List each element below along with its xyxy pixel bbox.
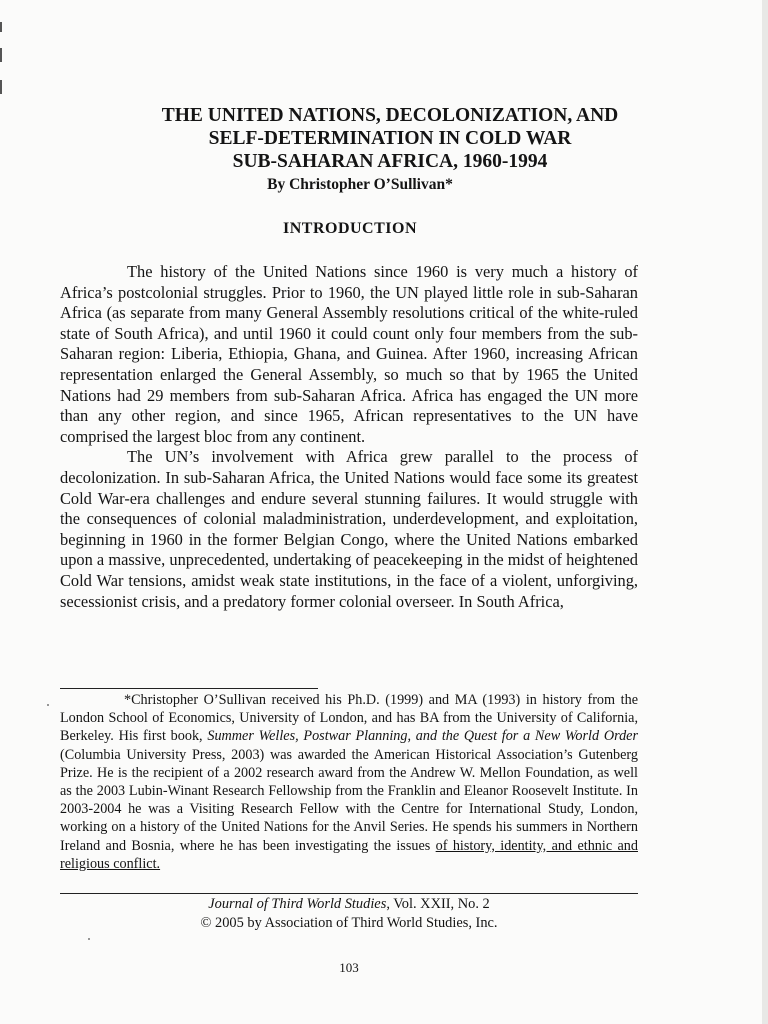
paragraph: The history of the United Nations since 1960 is very much a history of Africa’s postcolonial struggles. Prior to 1960, the UN played little role in sub-Saharan Africa (as separate from many General Assembly resolutions critical of the white-ruled state of South Africa), and until 1960 it could count only four members from the sub-Saharan region: Liberia, Ethiopia, Ghana, and Guinea. After 1960, increasing African representation enlarged the General Assembly, so much so that by 1965 the United Nations had 29 members from sub-Saharan Africa. Africa has engaged the UN more than any other region, and since 1965, African representatives to the UN have comprised the largest bloc from any continent. [60, 262, 638, 446]
article-body [60, 262, 638, 612]
scan-speck [47, 704, 49, 706]
journal-citation [60, 895, 638, 914]
footnote-paragraph [60, 691, 638, 873]
footnote-text: (Columbia University Press, 2003) was awarded the American Historical Association’s Gutenberg Prize. He is the recipient of a 2002 research award from the Andrew W. Mellon Foundation, as well as the 2003 Lubin-Winant Research Fellowship from the Franklin and Eleanor Roosevelt Institute. In 2003-2004 he was a Visiting Research Fellow with the Centre for International Study, London, working on a history of the United Nations for the Anvil Series. He spends his summers in Northern Ireland and Bosnia, where he has been investigating the issues [60, 746, 638, 854]
title-line: SUB-SAHARAN AFRICA, 1960-1994 [232, 151, 548, 172]
book-title: Summer Welles, Postwar Planning, and the Quest for a New World Order [207, 728, 638, 745]
footnote-text: *Christopher O’Sullivan received his Ph.D. (1999) and MA (1993) in history from the London School of Economics, University of London, and has BA from the University of California, Berkeley. His first book, [60, 692, 638, 745]
journal-rule [60, 893, 638, 894]
journal-copyright: © 2005 by Association of Third World Studies, Inc. [200, 914, 498, 931]
scan-edge-mark [0, 80, 2, 94]
page-edge-shadow [762, 0, 768, 1024]
article-title [60, 104, 720, 173]
paragraph: The UN’s involvement with Africa grew parallel to the process of decolonization. In sub-Saharan Africa, the United Nations would face some its greatest Cold War-era challenges and endure several stunning failures. It would struggle with the consequences of colonial maladministration, underdevelopment, and exploitation, beginning in 1960 in the former Belgian Congo, where the United Nations embarked upon a massive, unprecedented, undertaking of peacekeeping in the midst of heightened Cold War tensions, amidst weak state institutions, in the face of a violent, unforgiving, secessionist crisis, and a predatory former colonial overseer. In South Africa, [60, 447, 638, 611]
journal-volume: , Vol. XXII, No. 2 [386, 896, 490, 912]
scan-edge-mark [0, 22, 2, 32]
title-line: SELF-DETERMINATION IN COLD WAR [208, 128, 572, 149]
author-footnote [60, 691, 638, 873]
scan-speck [88, 938, 90, 940]
footnote-text-underlined: of history, identity, and ethnic and religious conflict. [60, 837, 638, 872]
footnote-rule [60, 688, 318, 689]
journal-name: Journal of Third World Studies [208, 896, 387, 912]
title-line: THE UNITED NATIONS, DECOLONIZATION, AND [161, 105, 619, 126]
page-number: 103 [339, 960, 359, 975]
journal-info [60, 895, 638, 932]
scan-edge-mark [0, 48, 2, 62]
section-heading: INTRODUCTION [282, 220, 417, 237]
author-byline: By Christopher O’Sullivan* [267, 176, 453, 193]
